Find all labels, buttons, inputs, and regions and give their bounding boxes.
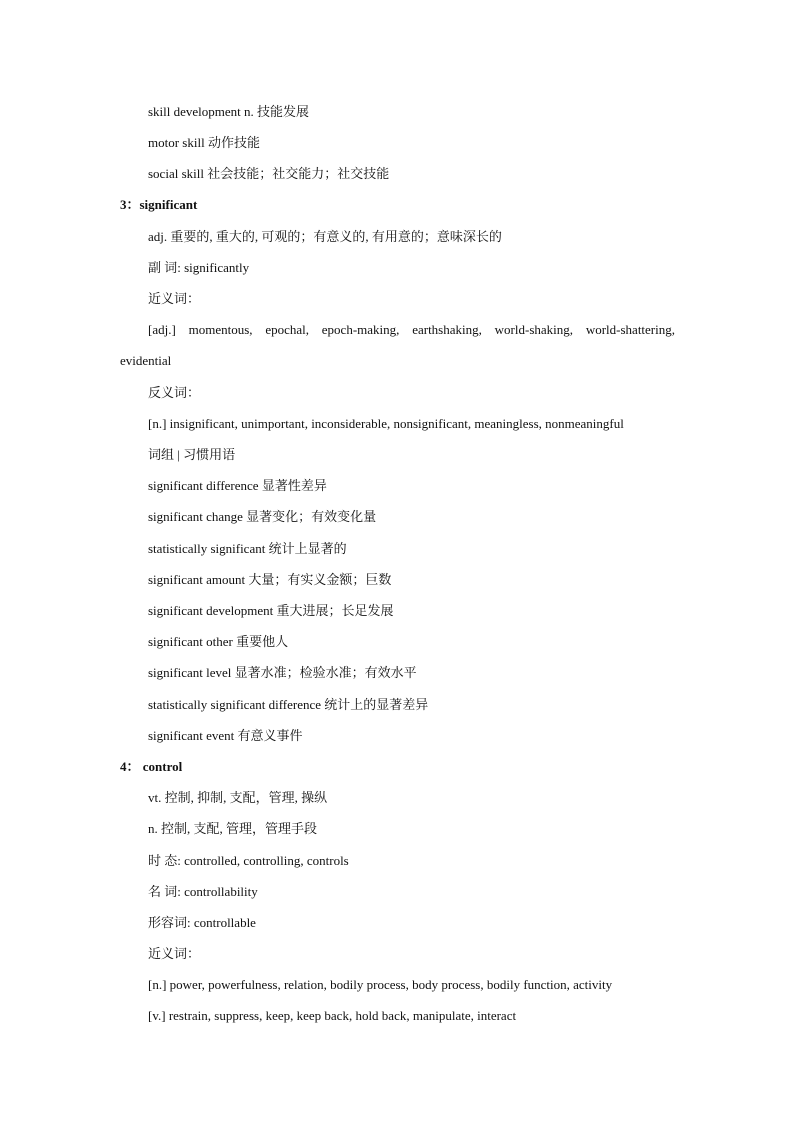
phrases-label: 词组 | 习惯用语 xyxy=(148,447,236,462)
tense-forms: 时 态: controlled, controlling, controls xyxy=(148,853,349,868)
phrase-item: significant other 重要他人 xyxy=(148,634,289,649)
adjective-form: 形容词: controllable xyxy=(148,915,256,930)
phrase-item: significant event 有意义事件 xyxy=(148,728,303,743)
definition-n: n. 控制, 支配, 管理，管理手段 xyxy=(148,821,318,836)
synonyms-verb: [v.] restrain, suppress, keep, keep back, hold back, manipulate, interact xyxy=(148,1008,517,1023)
synonym-word: epochal, xyxy=(265,322,309,337)
entry-motor-skill: motor skill 动作技能 xyxy=(148,135,260,150)
synonym-word: world-shattering, xyxy=(585,322,675,337)
synonym-word: [adj.] xyxy=(148,322,176,337)
synonym-word: world-shaking, xyxy=(494,322,574,337)
antonyms-list: [n.] insignificant, unimportant, inconsiderable, nonsignificant, meaningless, nonmeaningful xyxy=(148,416,624,431)
heading-significant: 3：significant xyxy=(120,197,198,212)
synonyms-adj-continued: evidential xyxy=(120,353,172,368)
phrase-item: significant level 显著水准；检验水准；有效水平 xyxy=(148,665,417,680)
synonyms-adj-line xyxy=(148,322,675,338)
synonym-word: momentous, xyxy=(188,322,253,337)
phrase-item: statistically significant difference 统计上的显著差异 xyxy=(148,697,429,712)
heading-control: 4： control xyxy=(120,759,183,774)
adverb-form: 副 词: significantly xyxy=(148,260,250,275)
phrase-item: statistically significant 统计上显著的 xyxy=(148,541,347,556)
definition-adj: adj. 重要的, 重大的, 可观的；有意义的, 有用意的；意味深长的 xyxy=(148,229,502,244)
phrase-item: significant difference 显著性差异 xyxy=(148,478,327,493)
synonyms-label: 近义词： xyxy=(148,946,201,961)
phrase-item: significant change 显著变化；有效变化量 xyxy=(148,509,377,524)
synonyms-noun: [n.] power, powerfulness, relation, bodily process, body process, bodily function, activity xyxy=(148,977,613,992)
phrase-item: significant amount 大量；有实义金额；巨数 xyxy=(148,572,392,587)
entry-social-skill: social skill 社会技能；社交能力；社交技能 xyxy=(148,166,390,181)
synonyms-label: 近义词： xyxy=(148,291,201,306)
synonym-word: epoch-making, xyxy=(321,322,400,337)
definition-vt: vt. 控制, 抑制, 支配，管理, 操纵 xyxy=(148,790,328,805)
antonyms-label: 反义词： xyxy=(148,385,201,400)
entry-skill-development: skill development n. 技能发展 xyxy=(148,104,310,119)
noun-form: 名 词: controllability xyxy=(148,884,258,899)
phrase-item: significant development 重大进展；长足发展 xyxy=(148,603,394,618)
synonym-word: earthshaking, xyxy=(412,322,482,337)
